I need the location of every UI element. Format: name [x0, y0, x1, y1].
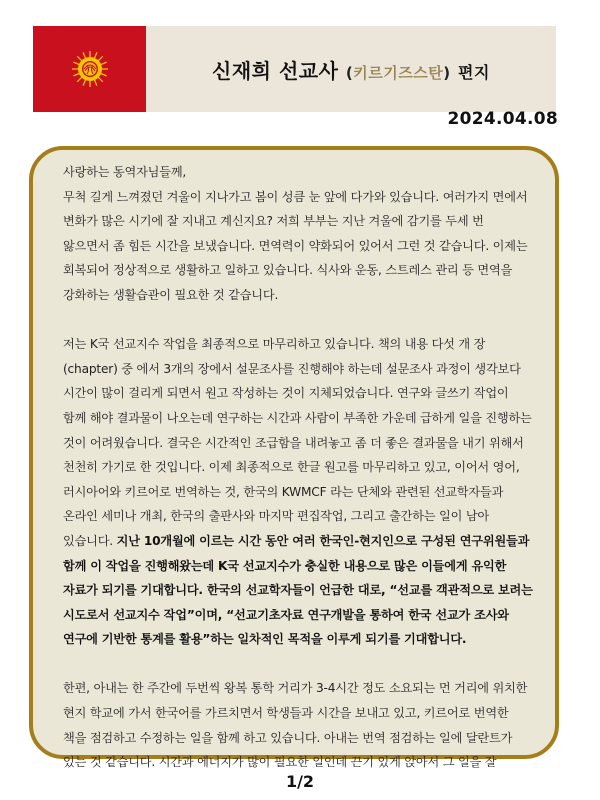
text-line: 함께 해야 결과물이 나오는데 연구하는 시간과 사람이 부족한 가운데 급하게 일을 진행하는	[63, 410, 532, 425]
text-line-bold	[63, 578, 543, 603]
text-line: 한편, 아내는 한 주간에 두번씩 왕복 통학 거리가 3-4시간 정도 소요되는 먼 거리에 위치한	[63, 681, 528, 696]
text-line: 책을 점검하고 수정하는 일을 함께 하고 있습니다. 아내는 번역 점검하는 일에 달란트가	[63, 730, 513, 745]
text-line: 앓으면서 좀 힘든 시간을 보냈습니다. 면역력이 약화되어 있어서 그런 것 같습니다. 이제는	[63, 238, 528, 253]
text-line: 현지 학교에 가서 한국어를 가르치면서 학생들과 시간을 보내고 있고, 키르어로 번역한	[63, 706, 509, 721]
paragraph-gap	[63, 652, 543, 677]
text-bold: 함께 이 작업을 진행해왔는데 K국 선교지수가 충실한 내용으로 많은 이들에게 유익한	[63, 558, 507, 573]
text-line: 회복되어 정상적으로 생활하고 일하고 있습니다. 식사와 운동, 스트레스 관리 등 면역을	[63, 263, 513, 278]
letter-box	[29, 146, 559, 770]
text-line-bold	[63, 603, 543, 628]
title-country: 키르기즈스탄	[353, 63, 444, 82]
text-line: (chapter) 중 에서 3개의 장에서 설문조사를 진행해야 하는데 설문조사 과정이 생각보다	[63, 361, 521, 376]
text-bold: 연구에 기반한 통계를 활용”하는 일차적인 목적을 이루게 되기를 기대합니다.	[63, 632, 467, 647]
text-line-bold	[63, 554, 543, 579]
text-line-mixed	[63, 529, 543, 554]
text-line: 변화가 많은 시기에 잘 지내고 계신지요? 저희 부부는 지난 겨울에 감기를 두세 번	[63, 214, 484, 229]
letter-header	[33, 26, 556, 112]
text-line: 무척 길게 느껴졌던 겨울이 지나가고 봄이 성큼 눈 앞에 다가와 있습니다. 여러가지 면에서	[63, 189, 528, 204]
paragraph-2	[63, 332, 543, 652]
text-line: 것이 어려웠습니다. 결국은 시간적인 조급함을 내려놓고 좀 더 좋은 결과물을 내기 위해서	[63, 435, 524, 450]
page-title	[146, 55, 556, 84]
greeting: 사랑하는 동역자님들께,	[63, 165, 187, 179]
text-line: 있는 것 같습니다. 시간과 에너지가 많이 필요한 일인데 끈기 있게 앉아서 그 일을 잘	[63, 755, 497, 770]
paragraph-1	[63, 185, 543, 308]
title-paren-open: (	[345, 63, 354, 82]
title-paren-close: )	[443, 63, 451, 82]
text-normal: 있습니다.	[63, 533, 117, 548]
text-line: 온라인 세미나 개최, 한국의 출판사와 마지막 편집작업, 그리고 출간하는 일이 남아	[63, 509, 490, 524]
sun-emblem-icon	[71, 50, 109, 88]
paragraph-gap	[63, 308, 543, 333]
letter-date: 2024.04.08	[447, 109, 558, 129]
text-line: 저는 K국 선교지수 작업을 최종적으로 마무리하고 있습니다. 책의 내용 다섯 개 장	[63, 337, 486, 352]
title-suffix: 편지	[458, 62, 490, 82]
text-line-bold	[63, 627, 543, 652]
text-line: 천천히 가기로 한 것입니다. 이제 최종적으로 한글 원고를 마무리하고 있고, 이어서 영어,	[63, 460, 520, 475]
kyrgyzstan-flag-icon	[33, 26, 146, 112]
paragraph-3	[63, 676, 543, 774]
text-line: 시간이 많이 걸리게 되면서 원고 작성하는 것이 지체되었습니다. 연구와 글쓰기 작업이	[63, 386, 509, 401]
title-name: 신재희 선교사	[212, 58, 339, 83]
page-number: 1/2	[285, 772, 315, 791]
text-bold: 자료가 되기를 기대합니다. 한국의 선교학자들이 언급한 대로, “선교를 객관적으로 보려는	[63, 583, 533, 598]
letter-body	[63, 160, 543, 775]
text-bold: 지난 10개월에 이르는 시간 동안 여러 한국인-현지인으로 구성된 연구위원들과	[116, 533, 530, 548]
text-line: 강화하는 생활습관이 필요한 것 같습니다.	[63, 287, 279, 302]
text-line: 러시아어와 키르어로 번역하는 것, 한국의 KWMCF 라는 단체와 관련된 선교학자들과	[63, 484, 504, 499]
text-bold: 시도로서 선교지수 작업”이며, “선교기초자료 연구개발을 통하여 한국 선교가 조사와	[63, 607, 509, 622]
